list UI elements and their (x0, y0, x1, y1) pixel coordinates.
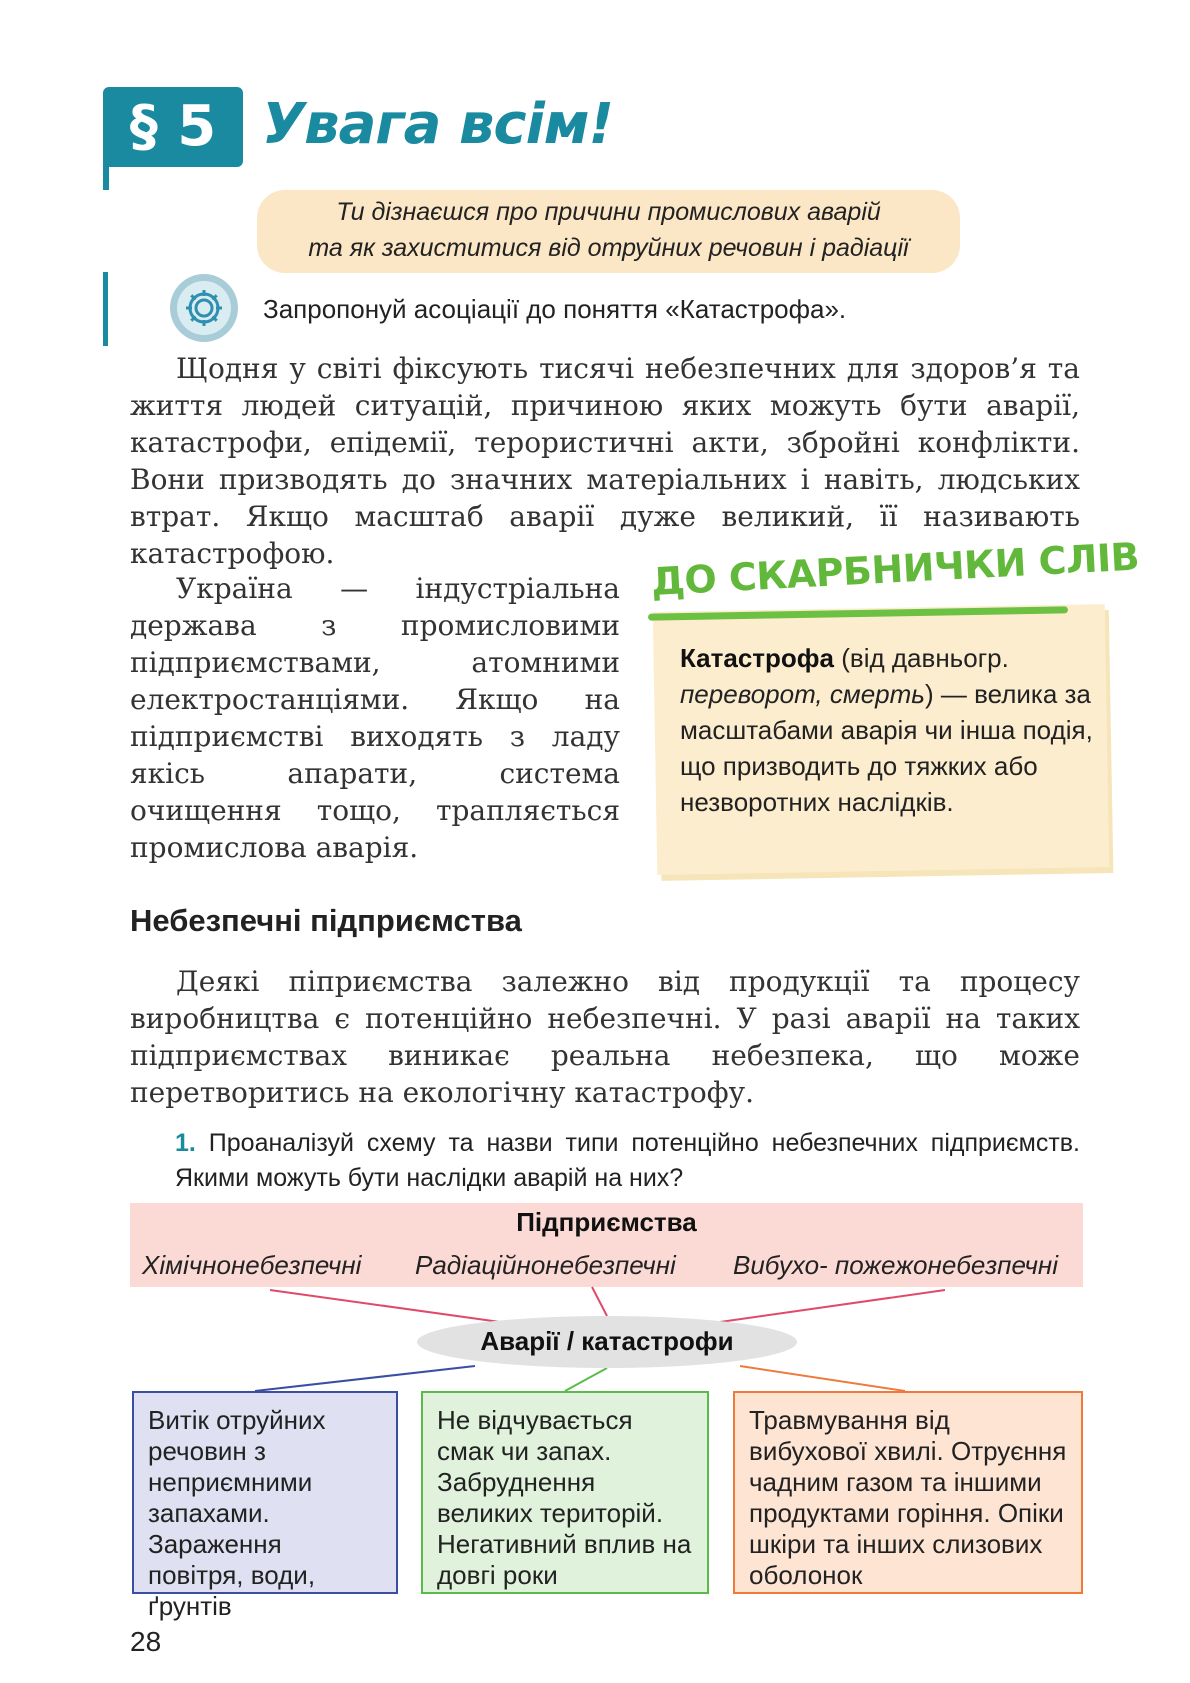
question-text: Проаналізуй схему та назви типи потенційно небезпечних підприємств. Якими можуть бути наслідки аварій на них? (175, 1129, 1080, 1192)
page-title: Увага всім! (262, 92, 614, 157)
consequence-explosive: Травмування від вибухової хвилі. Отруєння чадним газом та іншими продуктами горіння. Опіки шкіри та інших слизових оболонок (733, 1391, 1083, 1594)
type-radiation: Радіаційнонебезпечні (415, 1250, 676, 1280)
task-prompt: Запропонуй асоціації до поняття «Катастрофа». (263, 294, 847, 324)
section-number: § 5 (103, 87, 243, 167)
consequence-radiation: Не відчувається смак чи запах. Забруднення великих територій. Негативний вплив на довгі роки (421, 1391, 709, 1594)
goal-line-2: та як захиститися від отруйних речовин і радіації (308, 234, 909, 262)
paragraph-ukraine: Україна — індустріальна держава з промисловими підприємствами, атомними електростанціями. Якщо на підприємстві виходять з ладу якісь апарати, система очищення тощо, трапляється промислова аварія. (130, 572, 620, 864)
paragraph-intro: Щодня у світі фіксують тисячі небезпечних для здоров’я та життя людей ситуацій, причиною яких можуть бути аварії, катастрофи, епідемії, терористичні акти, збройні конфлікти. Вони призводять до значних матеріальних і навіть, людських втрат. Якщо масштаб аварії дуже великий, її називають катастрофою. (130, 352, 1080, 570)
vocab-origin: (від давньогр. (834, 643, 1009, 673)
goal-line-1: Ти дізнаєшся про причини промислових аварій (336, 198, 881, 226)
vocab-title: ДО СКАРБНИЧКИ СЛІВ (650, 534, 1141, 604)
vocab-definition-text: ) — велика за масштабами аварія чи інша подія, що призводить до тяжких або незворотних наслідків. (680, 679, 1093, 817)
type-explosive: Вибухо- пожежонебезпечні (733, 1250, 1058, 1280)
question-number: 1. (175, 1129, 196, 1157)
paragraph-enterprises: Деякі піприємства залежно від продукції та процесу виробництва є потенційно небезпечні. У разі аварії на таких підприємствах виникає реальна небезпека, що може перетворитись на екологічну катастрофу. (130, 965, 1080, 1109)
page-number: 28 (130, 1626, 162, 1657)
diagram-title: Підприємства (516, 1207, 697, 1237)
center-label: Аварії / катастрофи (480, 1326, 734, 1356)
type-chemical: Хімічнонебезпечні (142, 1250, 362, 1280)
vocab-origin-meaning: переворот, смерть (680, 679, 925, 709)
vocab-term: Катастрофа (680, 643, 835, 673)
consequence-chemical: Витік отруйних речовин з неприємними запахами. Зараження повітря, води, ґрунтів (132, 1391, 398, 1594)
subheading: Небезпечні підприємства (130, 903, 522, 938)
